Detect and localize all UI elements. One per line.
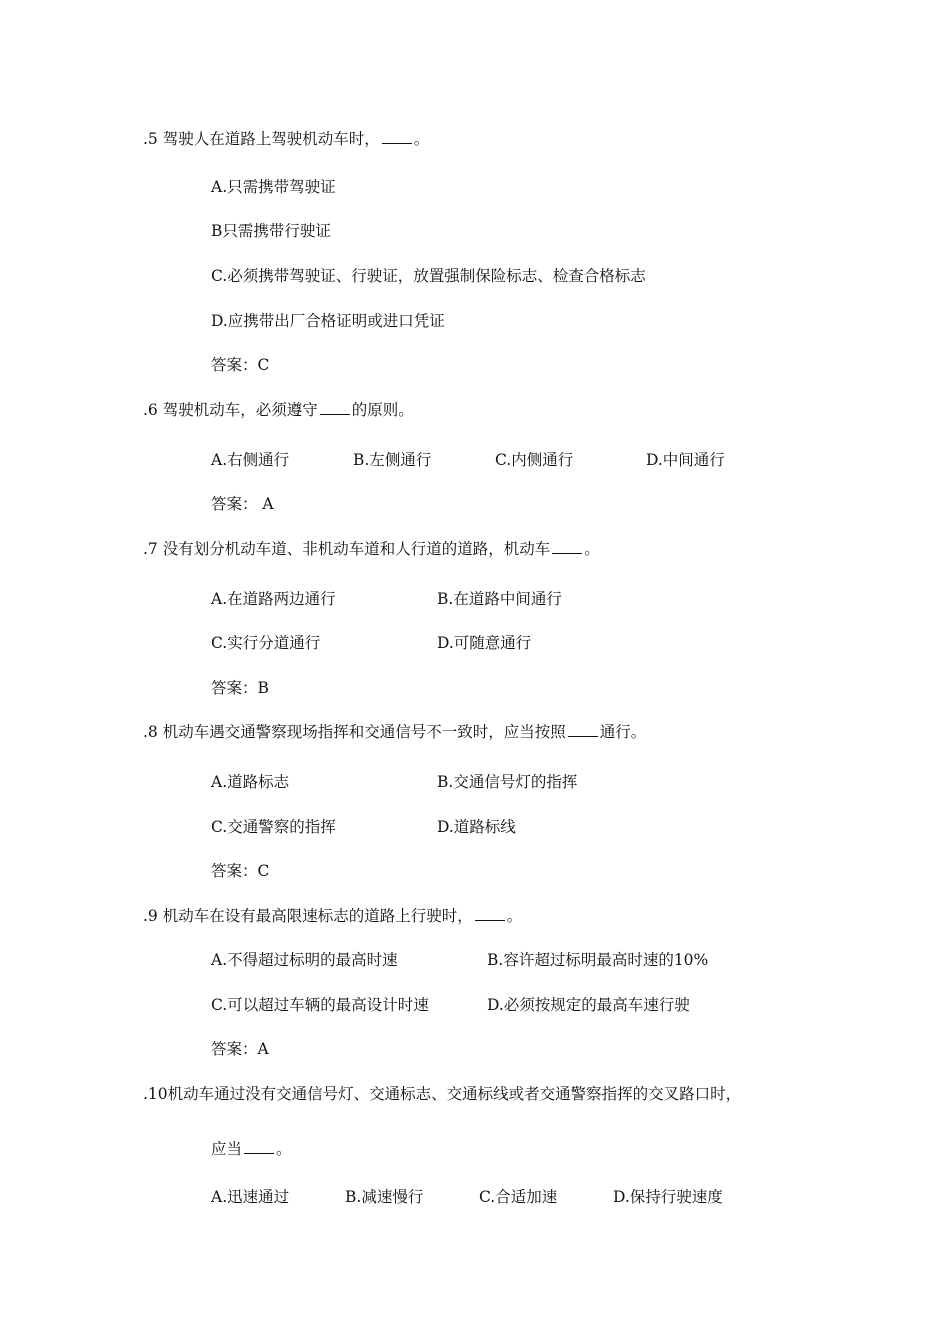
question-5-stem: .5 驾驶人在道路上驾驶机动车时， 。 <box>143 130 430 148</box>
answer-blank <box>382 129 412 144</box>
question-8-answer: 答案：C <box>211 862 270 880</box>
question-8-stem: .8 机动车遇交通警察现场指挥和交通信号不一致时，应当按照 通行。 <box>143 723 647 741</box>
question-9-stem: .9 机动车在设有最高限速标志的道路上行驶时， 。 <box>143 907 523 925</box>
question-10-stem-continued: 应当 。 <box>211 1140 292 1158</box>
question-8-option-b: B.交通信号灯的指挥 <box>437 773 578 791</box>
question-stem-text: .9 机动车在设有最高限速标志的道路上行驶时， <box>143 907 473 925</box>
question-7-option-a: A.在道路两边通行 <box>211 590 336 608</box>
question-10-option-d: D.保持行驶速度 <box>613 1188 723 1206</box>
question-7-answer: 答案：B <box>211 679 269 697</box>
question-6-option-b: B.左侧通行 <box>353 451 432 469</box>
question-5-answer: 答案：C <box>211 356 270 374</box>
question-10-option-a: A.迅速通过 <box>211 1188 290 1206</box>
question-10-option-c: C.合适加速 <box>479 1188 558 1206</box>
question-6-option-c: C.内侧通行 <box>495 451 574 469</box>
question-6-answer: 答案： A <box>211 495 274 513</box>
question-8-option-a: A.道路标志 <box>211 773 290 791</box>
answer-blank <box>244 1139 274 1154</box>
question-7-option-b: B.在道路中间通行 <box>437 590 562 608</box>
answer-blank <box>320 400 350 415</box>
question-10-option-b: B.减速慢行 <box>345 1188 424 1206</box>
question-10-stem: .10机动车通过没有交通信号灯、交通标志、交通标线或者交通警察指挥的交叉路口时， <box>143 1085 742 1103</box>
question-8-option-d: D.道路标线 <box>437 818 516 836</box>
question-5-option-b: B只需携带行驶证 <box>211 222 331 240</box>
question-8-option-c: C.交通警察的指挥 <box>211 818 336 836</box>
answer-blank <box>475 906 505 921</box>
question-6-stem: .6 驾驶机动车，必须遵守 的原则。 <box>143 401 414 419</box>
question-6-option-d: D.中间通行 <box>646 451 725 469</box>
question-stem-text: .8 机动车遇交通警察现场指挥和交通信号不一致时，应当按照 <box>143 723 566 741</box>
question-9-option-b: B.容许超过标明最高时速的10% <box>487 951 709 969</box>
question-7-stem: .7 没有划分机动车道、非机动车道和人行道的道路，机动车 。 <box>143 540 600 558</box>
question-stem-text: .7 没有划分机动车道、非机动车道和人行道的道路，机动车 <box>143 540 551 558</box>
question-5-option-a: A.只需携带驾驶证 <box>211 178 336 196</box>
answer-blank <box>552 539 582 554</box>
question-stem-text: .5 驾驶人在道路上驾驶机动车时， <box>143 130 380 148</box>
answer-blank <box>568 722 598 737</box>
question-7-option-d: D.可随意通行 <box>437 634 532 652</box>
question-stem-text: .6 驾驶机动车，必须遵守 <box>143 401 318 419</box>
question-9-option-a: A.不得超过标明的最高时速 <box>211 951 398 969</box>
question-9-answer: 答案：A <box>211 1040 269 1058</box>
question-6-option-a: A.右侧通行 <box>211 451 290 469</box>
question-9-option-c: C.可以超过车辆的最高设计时速 <box>211 996 429 1014</box>
question-5-option-d: D.应携带出厂合格证明或进口凭证 <box>211 312 445 330</box>
question-9-option-d: D.必须按规定的最高车速行驶 <box>487 996 690 1014</box>
question-5-option-c: C.必须携带驾驶证、行驶证，放置强制保险标志、检查合格标志 <box>211 267 646 285</box>
question-7-option-c: C.实行分道通行 <box>211 634 321 652</box>
